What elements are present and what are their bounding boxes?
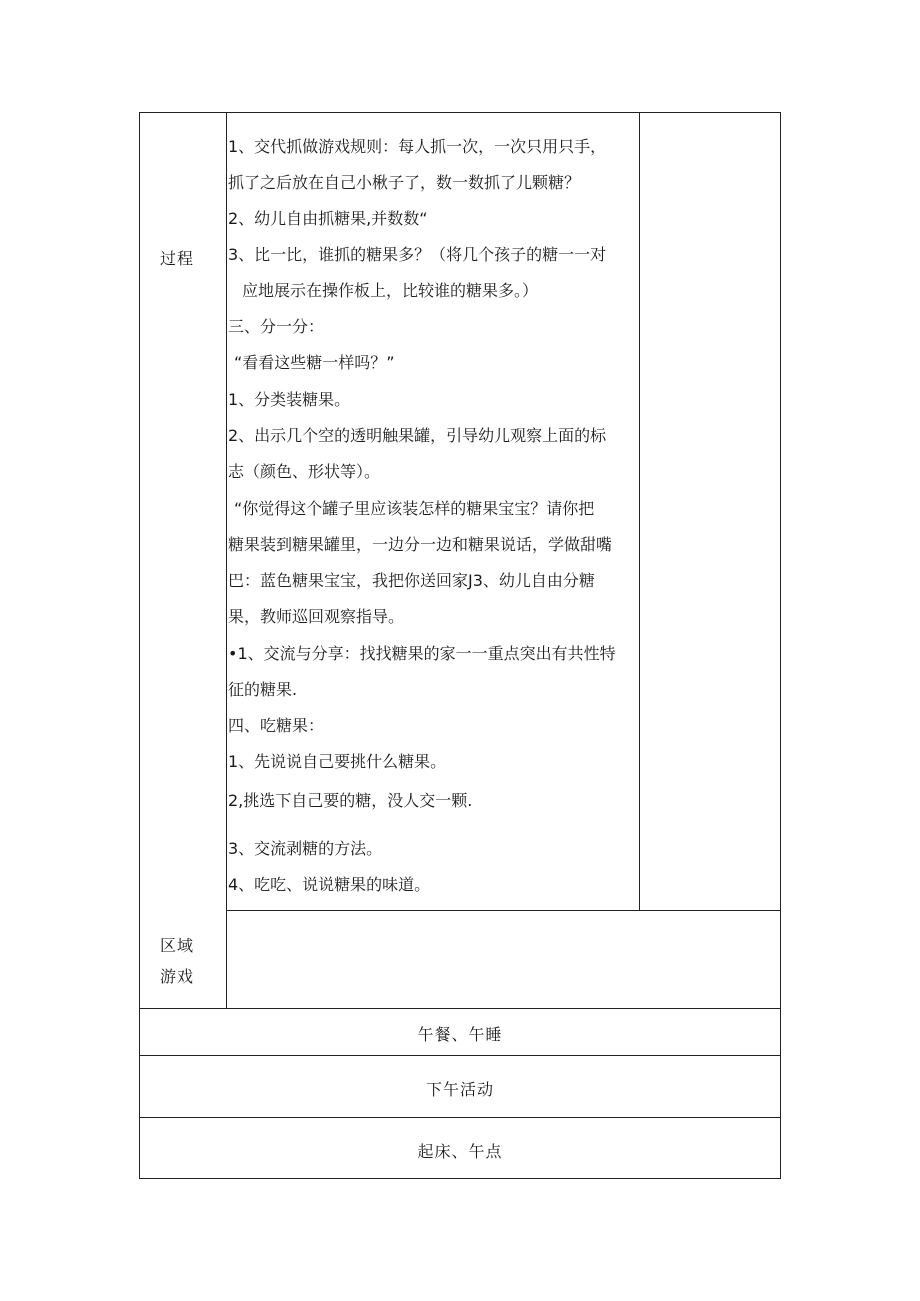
process-line: •1、交流与分享：找找糖果的家一一重点突出有共性特 xyxy=(228,644,616,663)
area-label-line2: 游戏 xyxy=(160,967,195,986)
process-line: 2、出示几个空的透明触果罐，引导幼儿观察上面的标 xyxy=(228,426,607,445)
process-line: 糖果装到糖果罐里，一边分一边和糖果说话，学做甜嘴 xyxy=(228,535,613,554)
afternoon-activity-row: 下午活动 xyxy=(425,1080,494,1099)
wakeup-snack-row: 起床、午点 xyxy=(417,1142,503,1161)
process-line: 4、吃吃、说说糖果的味道。 xyxy=(228,875,431,894)
process-line: 2、幼儿自由抓糖果,并数数“ xyxy=(228,209,428,228)
process-line: 3、交流剥糖的方法。 xyxy=(228,839,383,858)
process-line: 果，教师巡回观察指导。 xyxy=(228,607,405,626)
row-divider-2 xyxy=(140,1008,781,1009)
lunch-row: 午餐、午睡 xyxy=(417,1025,503,1044)
process-line: 征的糖果. xyxy=(228,680,298,699)
row-divider-1 xyxy=(226,910,781,911)
process-line: 3、比一比，谁抓的糖果多？（将几个孩子的糖一一对 xyxy=(228,245,607,264)
process-line: 三、分一分： xyxy=(228,317,325,336)
process-line: 1、分类装糖果。 xyxy=(228,390,351,409)
process-line: 抓了之后放在自己小楸子了，数一数抓了儿颗糖？ xyxy=(228,173,581,192)
col-divider-left xyxy=(226,113,227,1008)
row-divider-4 xyxy=(140,1117,781,1118)
process-line: 1、交代抓做游戏规则：每人抓一次，一次只用只手， xyxy=(228,137,607,156)
process-line: 志（颜色、形状等）。 xyxy=(228,462,381,481)
process-line: 应地展示在操作板上，比较谁的糖果多。） xyxy=(242,281,539,300)
process-line: “你觉得这个罐子里应该装怎样的糖果宝宝？请你把 xyxy=(234,499,595,518)
area-label-line1: 区域 xyxy=(160,936,195,955)
process-label: 过程 xyxy=(160,249,195,268)
process-line: “看看这些糖一样吗？” xyxy=(234,353,395,372)
process-line: 2,挑选下自己要的糖，没人交一颗. xyxy=(228,791,473,810)
row-divider-3 xyxy=(140,1055,781,1056)
process-line: 四、吃糖果： xyxy=(228,716,325,735)
process-line: 1、先说说自己要挑什么糖果。 xyxy=(228,752,447,771)
process-line: 巴：蓝色糖果宝宝，我把你送回家J3、幼儿自由分糖 xyxy=(228,571,595,590)
